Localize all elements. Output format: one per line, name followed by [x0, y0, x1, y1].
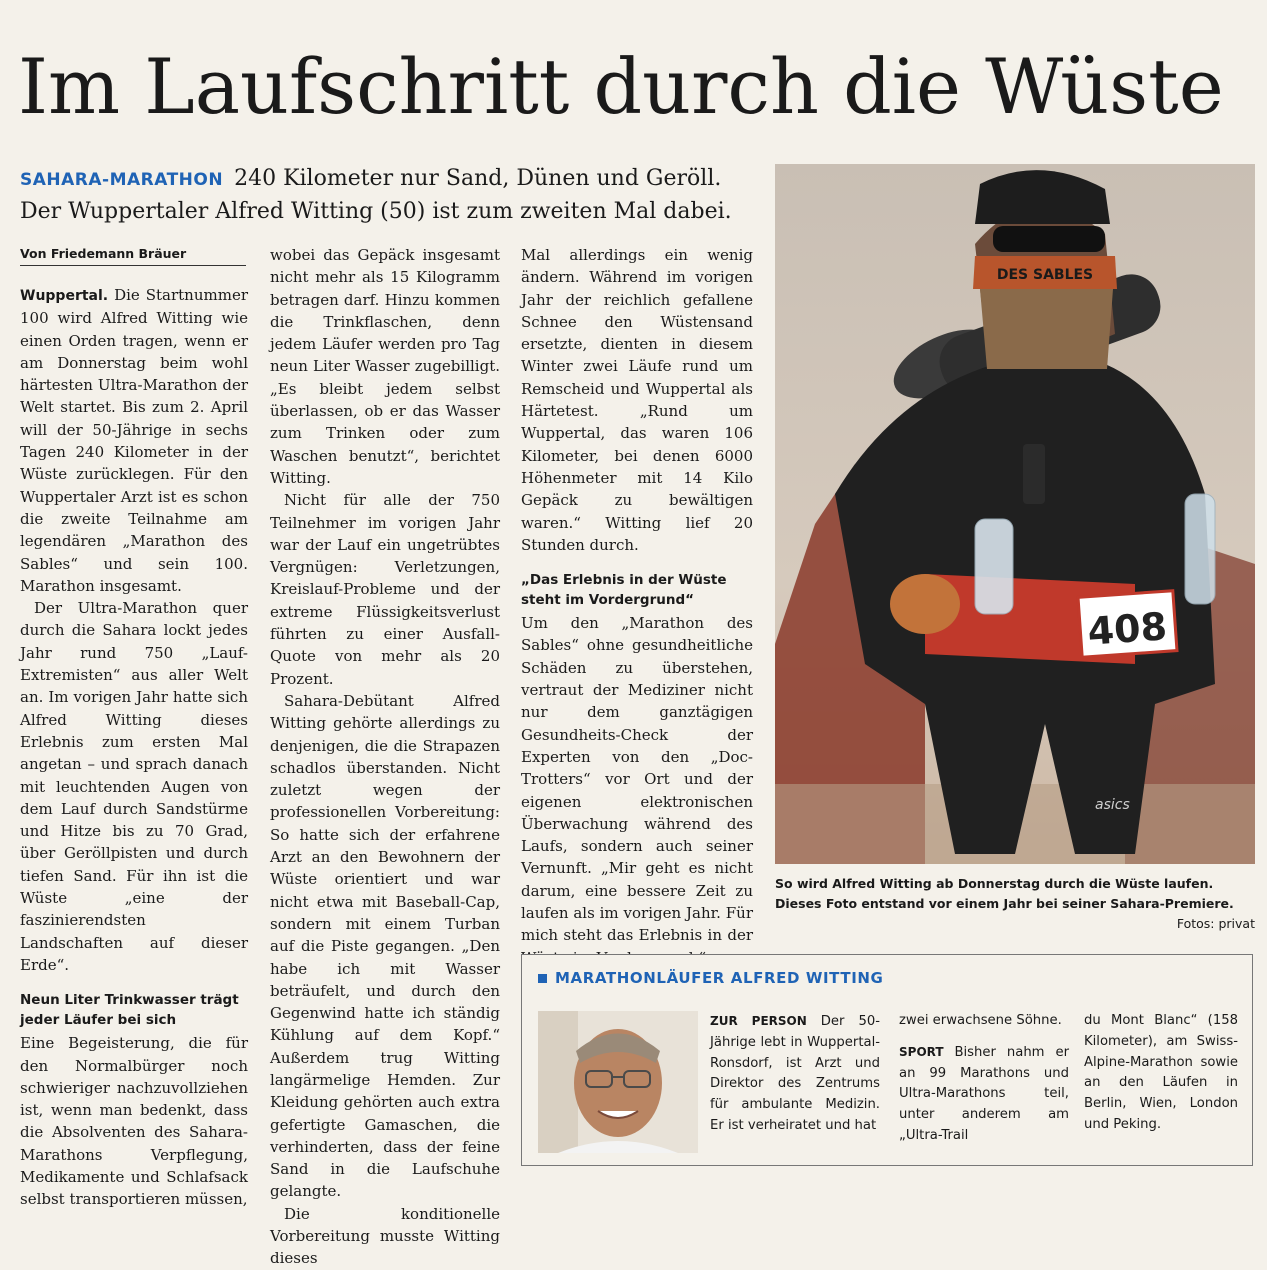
paragraph	[20, 284, 248, 597]
runner-photo	[775, 164, 1255, 864]
paragraph: Eine Begeisterung, die für den Normalbürger noch schwieriger nachzuvollziehen ist, wenn man bedenkt, dass die Absolventen des Sahara-Marathons Verpflegung, Medikamente und Schlafsack selbst transportieren müssen,	[20, 1034, 248, 1209]
zur-person-text: Der 50-Jährige lebt in Wuppertal-Ronsdorf, ist Arzt und Direktor des Zentrums für ambulante Medizin. Er ist verheiratet und hat	[710, 1014, 880, 1133]
headline: Im Laufschritt durch die Wüste	[18, 42, 1224, 131]
info-box-column-3	[1084, 1011, 1238, 1136]
info-box-column-2	[899, 1011, 1069, 1147]
info-box-col2-text: zwei erwachsene Söhne.	[899, 1013, 1062, 1028]
info-box	[521, 954, 1253, 1166]
article-column-1	[20, 284, 248, 1211]
info-box-column-1	[710, 1011, 880, 1137]
paragraph: Mal allerdings ein wenig ändern. Während im vorigen Jahr der reichlich gefallene Schnee den Wüstensand ersetzte, dienten in diesem Winter zwei Läufe rund um Remscheid und Wuppertal als Härtetest. „Rund um Wuppertal, das waren 106 Kilometer, bei denen 6000 Höhenmeter mit 14 Kilo Gepäck zu bewältigen waren.“ Witting lief 20 Stunden durch.	[521, 246, 753, 554]
article-column-3	[521, 244, 753, 969]
square-bullet-icon	[538, 974, 547, 983]
shoe-logo: asics	[1095, 797, 1130, 813]
photo-credit: Fotos: privat	[1176, 916, 1255, 931]
subheading: Neun Liter Trinkwasser trägt jeder Läufer bei sich	[20, 992, 239, 1029]
info-box-title	[538, 969, 883, 987]
byline: Von Friedemann Bräuer	[20, 246, 246, 266]
paragraph: Sahara-Debütant Alfred Witting gehörte allerdings zu denjenigen, die die Strapazen schadlos überstanden. Nicht zuletzt wegen der professionellen Vorbereitung: So hatte sich der erfahrene Arzt an den Bewohnern der Wüste orientiert und war nicht etwa mit Baseball-Cap, sondern mit einem Turban auf die Piste gegangen. „Den habe ich mit Wasser beträufelt, und durch den Gegenwind hatte ich ständig Kühlung auf dem Kopf.“ Außerdem trug Witting langärmelige Hemden. Zur Kleidung gehörten auch extra gefertigte Gamaschen, die verhinderten, dass der feine Sand in die Laufschuhe gelangte.	[270, 691, 500, 1201]
sport-text: Bisher nahm er an 99 Marathons und Ultra-Marathons teil, unter anderem am „Ultra-Trail	[899, 1044, 1069, 1143]
deck-kicker: SAHARA-MARATHON	[20, 170, 224, 190]
deck	[20, 163, 760, 228]
subheading: „Das Erlebnis in der Wüste steht im Vordergrund“	[521, 572, 727, 609]
paragraph: Nicht für alle der 750 Teilnehmer im vorigen Jahr war der Lauf ein ungetrübtes Vergnügen: Verletzungen, Kreislauf-Probleme und der extreme Flüssigkeitsverlust führten zu einer Ausfall-Quote von mehr als 20 Prozent.	[270, 491, 500, 688]
paragraph-text: Die Startnummer 100 wird Alfred Witting wie einen Orden tragen, wenn er am Donnerstag beim wohl härtesten Ultra-Marathon der Welt startet. Bis zum 2. April will der 50-Jährige in sechs Tagen 240 Kilometer in der Wüste zurücklegen. Für den Wuppertaler Arzt ist es schon die zweite Teilnahme am legendären „Marathon des Sables“ und sein 100. Marathon insgesamt.	[20, 286, 248, 595]
deck-line1: 240 Kilometer nur Sand, Dünen und Geröll.	[234, 166, 722, 191]
deck-line2: Der Wuppertaler Alfred Witting (50) ist zum zweiten Mal dabei.	[20, 199, 732, 224]
caption-text: So wird Alfred Witting ab Donnerstag durch die Wüste laufen. Dieses Foto entstand vor einem Jahr bei seiner Sahara-Premiere.	[775, 876, 1234, 911]
article-column-2	[270, 244, 500, 1270]
photo-caption	[775, 874, 1255, 934]
paragraph: Die konditionelle Vorbereitung musste Witting dieses	[270, 1204, 500, 1268]
dateline-location: Wuppertal.	[20, 288, 109, 304]
bib-number: 408	[1086, 604, 1169, 654]
paragraph: Um den „Marathon des Sables“ ohne gesundheitliche Schäden zu überstehen, vertraut der Mediziner nicht nur dem ganztägigen Gesundheits-Check der Experten von den „Doc-Trotters“ vor Ort und der eigenen elektronischen Überwachung während des Laufs, sondern auch seiner Vernunft. „Mir geht es nicht darum, eine bessere Zeit zu laufen als im vorigen Jahr. Für mich steht das Erlebnis in der	[521, 614, 753, 945]
zur-person-label: ZUR PERSON	[710, 1014, 807, 1028]
paragraph: wobei das Gepäck insgesamt nicht mehr als 15 Kilogramm betragen darf. Hinzu kommen die Trinkflaschen, denn jedem Läufer werden pro Tag neun Liter Wasser zugebilligt. „Es bleibt jedem selbst überlassen, ob er das Wasser zum Trinken oder zum Waschen benutzt“, berichtet Witting.	[270, 246, 500, 487]
info-box-col3-text: du Mont Blanc“ (158 Kilometer), am Swiss-Alpine-Marathon sowie an den Läufen in Berlin, Wien, London und Peking.	[1084, 1013, 1238, 1132]
paragraph: Der Ultra-Marathon quer durch die Sahara lockt jedes Jahr rund 750 „Lauf-Extremisten“ aus aller Welt an. Im vorigen Jahr hatte sich Alfred Witting dieses Erlebnis zum ersten Mal angetan – und sprach danach mit leuchtenden Augen von dem Lauf durch Sandstürme und Hitze bis zu 70 Grad, über Geröllpisten und durch tiefen Sand. Für ihn ist die Wüste „eine der faszinierendsten Landschaften auf dieser Erde“.	[20, 599, 248, 974]
info-box-title-text: MARATHONLÄUFER ALFRED WITTING	[555, 969, 884, 987]
sport-label: SPORT	[899, 1044, 944, 1059]
buff-text: DES SABLES	[996, 267, 1094, 283]
portrait-photo	[538, 1011, 698, 1153]
